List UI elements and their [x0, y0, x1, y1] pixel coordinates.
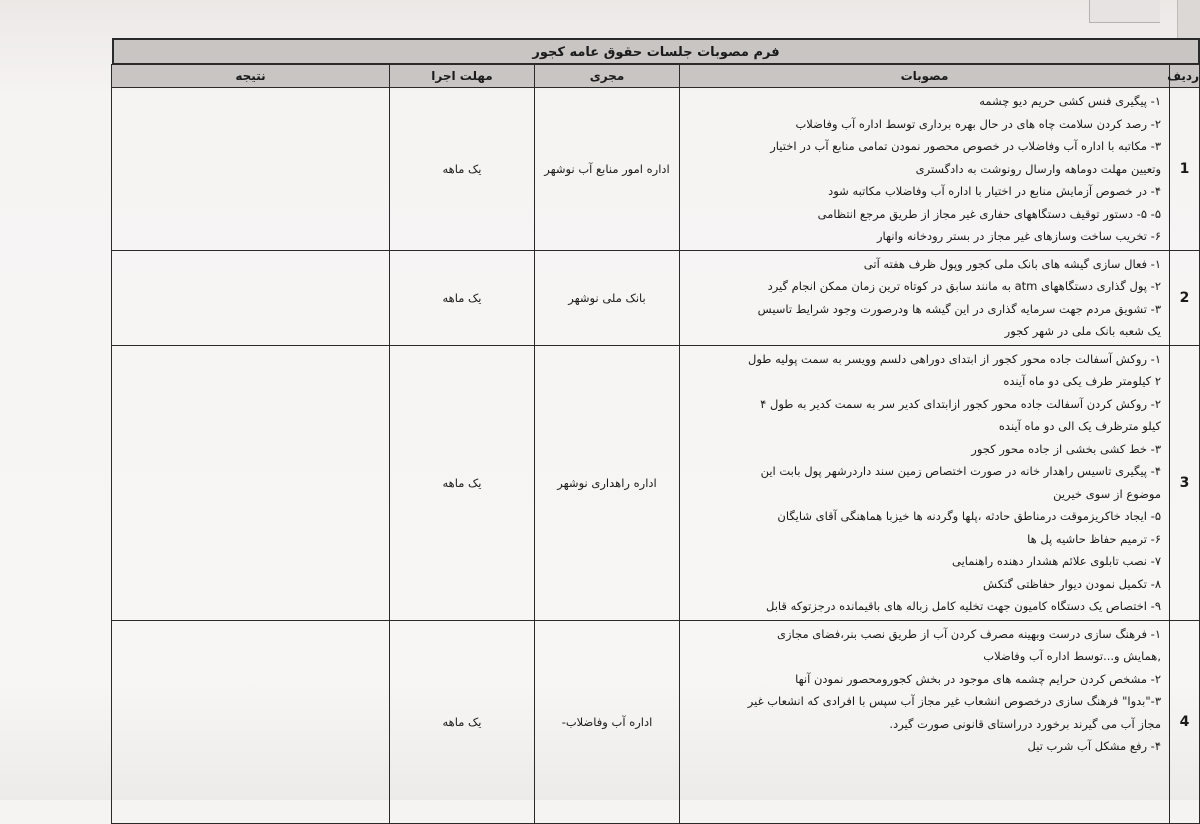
resolution-item: ۱- پیگیری فنس کشی حریم دیو چشمه	[979, 94, 1161, 108]
resolution-item: وتعیین مهلت دوماهه وارسال رونوشت به دادگستری	[915, 161, 1161, 176]
resolution-item: ۷- نصب تابلوی علائم هشدار دهنده راهنمایی	[951, 554, 1161, 568]
resolution-item: ۱- فرهنگ سازی درست وبهینه مصرف کردن آب از طریق نصب بنر،فضای مجازی	[777, 626, 1161, 641]
resolution-items	[680, 345, 1170, 620]
resolution-item: ۳- مکاتبه با اداره آب وفاضلاب در خصوص محصور نمودن تمامی منابع آب در اختیار	[770, 139, 1161, 153]
result-cell	[112, 620, 390, 823]
resolution-item: ۲- رصد کردن سلامت چاه های در حال بهره برداری توسط اداره آب وفاضلاب	[795, 116, 1161, 131]
resolution-item: موضوع از سوی خیرین	[1053, 486, 1161, 501]
deadline-cell: یک ماهه	[390, 620, 535, 823]
table-row	[112, 620, 1200, 823]
table-row	[112, 250, 1200, 345]
resolution-item: ۵- ۵- دستور توقیف دستگاههای حفاری غیر مجاز از طریق مرجع انتظامی	[817, 206, 1161, 221]
executor-cell: اداره راهداری نوشهر	[535, 345, 680, 620]
resolution-item: ۲- روکش کردن آسفالت جاده محور کجور ازابتدای کدیر سر به سمت کدیر به طول ۴	[760, 396, 1161, 411]
resolution-item: مجاز آب می گیرند برخورد درراستای قانونی صورت گیرد.	[889, 716, 1161, 731]
resolution-item: ۳- خط کشی بخشی از جاده محور کجور	[971, 441, 1161, 456]
result-cell	[112, 345, 390, 620]
paper-edge-fold	[1089, 0, 1160, 23]
deadline-cell: یک ماهه	[390, 345, 535, 620]
resolution-item: ۲- مشخص کردن حرایم چشمه های موجود در بخش کجورومحصور نمودن آنها	[795, 671, 1161, 686]
header-deadline: مهلت اجرا	[390, 65, 535, 88]
header-row-no: ردیف	[1170, 65, 1200, 88]
resolution-item: ۶- ترمیم حفاظ حاشیه پل ها	[1027, 531, 1161, 546]
resolution-items	[680, 88, 1170, 251]
deadline-cell: یک ماهه	[390, 88, 535, 251]
resolution-item: ۱- روکش آسفالت جاده محور کجور از ابتدای دوراهی دلسم وویسر به سمت پولیه طول	[748, 351, 1161, 366]
resolution-item: ۴- رفع مشکل آب شرب تیل	[1027, 739, 1161, 753]
resolution-item: ۵- ایجاد خاکریزموقت درمناطق حادثه ،پلها وگردنه ها خیزبا هماهنگی آقای شایگان	[777, 509, 1161, 523]
header-resolutions: مصوبات	[680, 65, 1170, 88]
resolution-item: ۸- تکمیل نمودن دیوار حفاظتی گتکش	[983, 576, 1161, 591]
resolutions-table	[111, 64, 1200, 824]
resolution-item: ۴- پیگیری تاسیس راهدار خانه در صورت اختصاص زمین سند داردرشهر پول بابت این	[760, 464, 1161, 478]
resolution-item: ۹- اختصاص یک دستگاه کامیون جهت تخلیه کامل زباله های باقیمانده درجزتوکه قابل	[766, 599, 1161, 613]
result-cell	[112, 88, 390, 251]
deadline-cell: یک ماهه	[390, 250, 535, 345]
header-result: نتیجه	[112, 65, 390, 88]
header-row	[112, 65, 1200, 88]
result-cell	[112, 250, 390, 345]
resolution-item: ,همایش و...توسط اداره آب وفاضلاب	[983, 649, 1161, 663]
resolution-item: ۲- پول گذاری دستگاههای atm به مانند سابق در کوتاه ترین زمان ممکن انجام گیرد	[767, 279, 1161, 293]
executor-cell: اداره آب وفاضلاب-	[535, 620, 680, 823]
row-number: 4	[1170, 620, 1200, 823]
row-number: 2	[1170, 250, 1200, 345]
resolution-items	[680, 250, 1170, 345]
table-row	[112, 345, 1200, 620]
resolutions-form	[112, 38, 1200, 800]
resolution-item: ۱- فعال سازی گیشه های بانک ملی کجور وپول ظرف هفته آتی	[863, 256, 1161, 271]
resolution-item: ۶- تخریب ساخت وسازهای غیر مجاز در بستر رودخانه وانهار	[877, 229, 1161, 243]
table-row	[112, 88, 1200, 251]
resolution-items	[680, 620, 1170, 823]
resolution-item: یک شعبه بانک ملی در شهر کجور	[1004, 324, 1161, 338]
row-number: 1	[1170, 88, 1200, 251]
resolution-item: ۳-"بدوا" فرهنگ سازی درخصوص انشعاب غیر مجاز آب سپس با افرادی که انشعاب غیر	[747, 694, 1161, 708]
resolution-item: کیلو مترظرف یک الی دو ماه آینده	[998, 419, 1161, 433]
row-number: 3	[1170, 345, 1200, 620]
resolution-item: ۲ کیلومتر طرف یکی دو ماه آینده	[1003, 374, 1161, 388]
resolution-item: ۴- در خصوص آزمایش منابع در اختیار با اداره آب وفاضلاب مکاتبه شود	[828, 184, 1161, 198]
form-title: فرم مصوبات جلسات حقوق عامه کجور	[112, 38, 1200, 64]
resolution-item: ۳- تشویق مردم جهت سرمایه گذاری در این گیشه ها ودرصورت وجود شرایط تاسیس	[757, 301, 1161, 316]
header-executor: مجری	[535, 65, 680, 88]
executor-cell: بانک ملی نوشهر	[535, 250, 680, 345]
executor-cell: اداره امور منابع آب نوشهر	[535, 88, 680, 251]
